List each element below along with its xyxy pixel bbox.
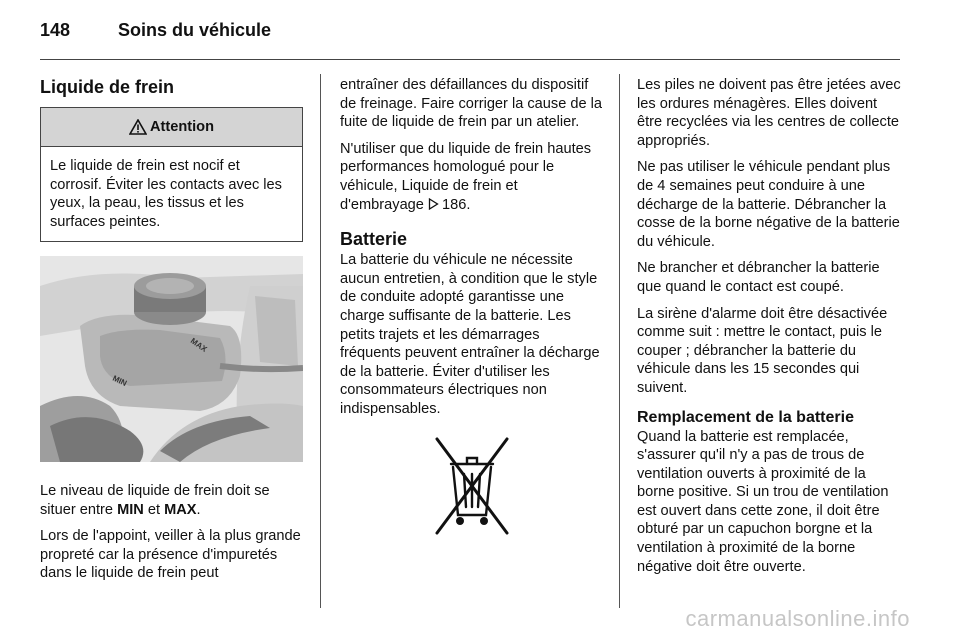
column-divider-1 <box>320 74 321 608</box>
leak-paragraph: entraîner des défaillances du dispositif de freinage. Faire corriger la cause de la fuite de liquide de frein par un atelier. <box>340 77 603 131</box>
level-suffix: . <box>196 501 201 518</box>
ignition-paragraph: Ne brancher et débrancher la batterie que quand le contact est coupé. <box>637 260 880 295</box>
level-paragraph <box>40 482 303 519</box>
page-reference-link[interactable]: 186. <box>441 196 471 213</box>
alarm-paragraph: La sirène d'alarme doit être désactivée comme suit : mettre le contact, puis le couper ; débrancher la batterie du véhicule dans les 15 secondes qui suivent. <box>637 305 888 396</box>
attention-title: Attention <box>149 118 215 135</box>
heading-battery-replacement: Remplacement de la batterie <box>637 408 854 426</box>
brake-fluid-reservoir-photo <box>40 256 303 462</box>
min-mark-label: MIN <box>111 374 129 389</box>
column-1 <box>40 76 303 591</box>
triangle-arrow-icon[interactable] <box>428 198 439 210</box>
attention-header <box>41 108 302 147</box>
batteries-disposal-paragraph: Les piles ne doivent pas être jetées avec les ordures ménagères. Elles doivent être recyclées via les centres de collecte appropriés. <box>637 77 901 149</box>
column-2 <box>340 76 603 535</box>
watermark: carmanualsonline.info <box>685 606 910 631</box>
storage-paragraph: Ne pas utiliser le véhicule pendant plus de 4 semaines peut conduire à une décharge de la batterie. Débrancher la cosse de la borne négative de la batterie du véhicule. <box>637 159 900 250</box>
max-mark-label: MAX <box>188 336 209 355</box>
heading-brake-fluid: Liquide de frein <box>40 77 175 97</box>
column-3 <box>637 76 902 584</box>
min-label: MIN <box>117 501 144 518</box>
fluid-paragraph <box>340 140 603 214</box>
replacement-paragraph: Quand la batterie est remplacée, s'assurer qu'il n'y a pas de trous de ventilation ouverts à proximité de la borne positive. Si un trou de ventilation est ouvert dans cette zone, il doit être obturé par un capuchon borgne et la ventilation à proximité de la borne négative doit être ouverte. <box>637 428 889 575</box>
battery-paragraph: La batterie du véhicule ne nécessite aucun entretien, à condition que le style de conduite adopté garantisse une charge suffisante de la batterie. Les petits trajets et les démarrages fréquents peuvent entraîner la décharge de la batterie. Éviter d'utiliser les consommateurs électriques non indispensables. <box>340 252 600 417</box>
level-mid: et <box>143 501 165 518</box>
header-divider <box>40 59 900 60</box>
attention-text: Le liquide de frein est nocif et corrosif. Éviter les contacts avec les yeux, la peau, les tissus et les surfaces peintes. <box>50 158 282 230</box>
warning-triangle-icon <box>129 119 147 135</box>
heading-battery: Batterie <box>340 229 408 250</box>
page-number: 148 <box>40 20 71 40</box>
page-header <box>40 20 271 41</box>
column-divider-2 <box>619 74 620 608</box>
max-label: MAX <box>164 501 197 518</box>
crossed-out-bin-icon <box>433 437 511 535</box>
level-prefix: Le niveau de liquide de frein doit se situer entre <box>40 482 270 518</box>
topup-paragraph: Lors de l'appoint, veiller à la plus grande propreté car la présence d'impuretés dans le liquide de frein peut <box>40 528 301 582</box>
attention-box <box>40 107 303 242</box>
section-title: Soins du véhicule <box>118 20 272 40</box>
fluid-text: N'utiliser que du liquide de frein hautes performances homologué pour le véhicule, Liquide de frein et d'embrayage <box>340 140 592 213</box>
